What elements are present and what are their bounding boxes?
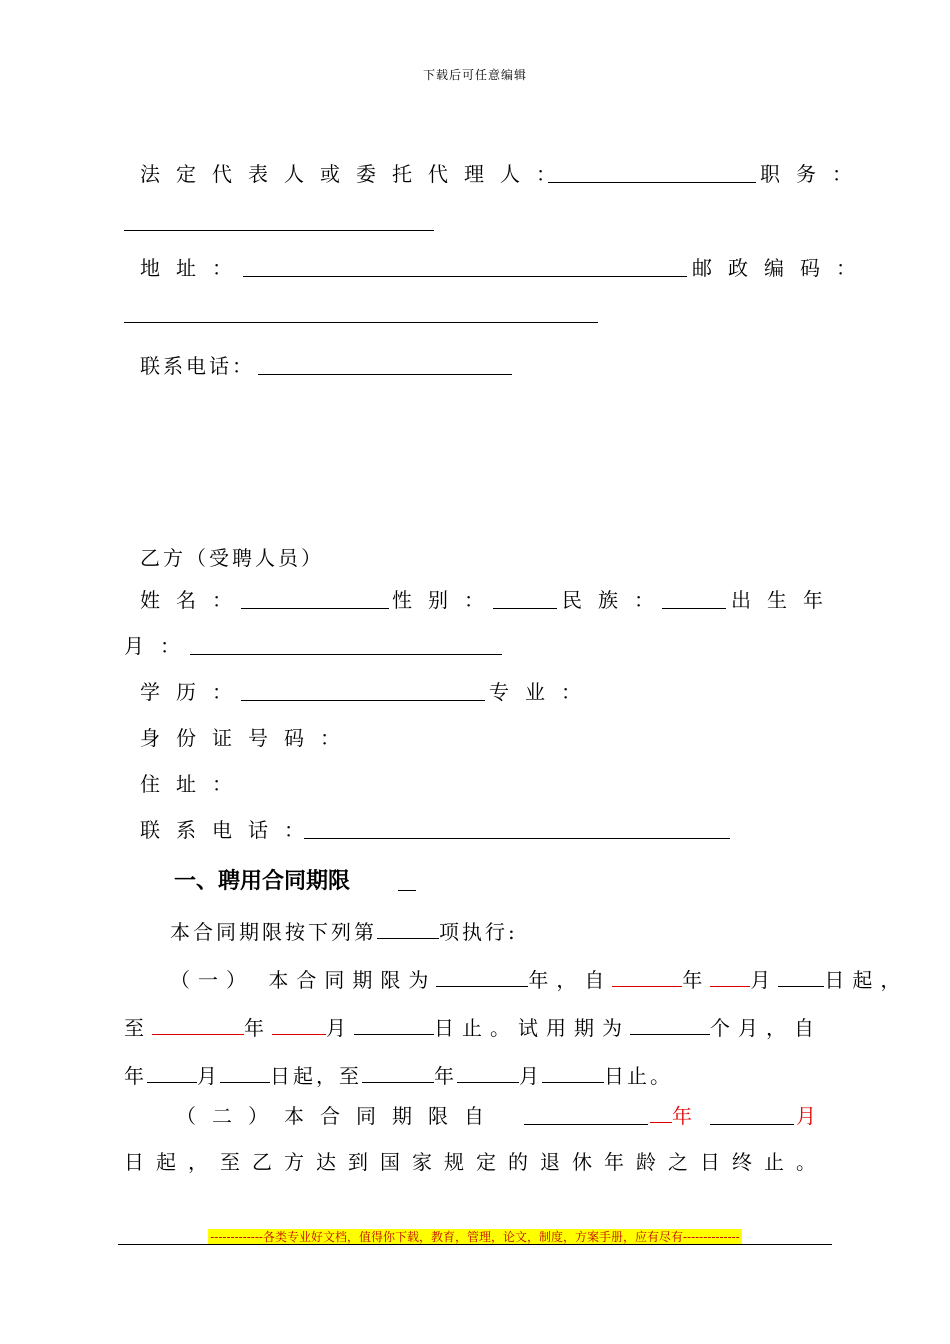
gender-label: 性别：	[392, 588, 500, 612]
opt1-nian3: 年	[244, 1016, 272, 1040]
rep-field[interactable]	[548, 160, 756, 183]
name-field[interactable]	[241, 586, 389, 609]
option1-line3	[124, 1062, 673, 1090]
opt1-yue4: 月	[519, 1064, 542, 1088]
probation-end-year-field[interactable]	[362, 1062, 434, 1083]
phone-field-a[interactable]	[258, 352, 512, 375]
party-b-title: 乙方（受聘人员）	[140, 546, 324, 570]
section-heading: 一、聘用合同期限	[174, 869, 351, 894]
ethnicity-label: 民族：	[562, 588, 670, 612]
birth-field[interactable]	[190, 632, 502, 655]
opt1-ri-zhi-shiyong: 日止。试用期为	[434, 1016, 630, 1040]
opt2-text-a: （二）本合同期限自	[176, 1104, 500, 1128]
option2-line1	[176, 1102, 500, 1130]
option2-line2: 日起，至乙方达到国家规定的退休年龄之日终止。	[124, 1150, 828, 1174]
opt2-year-blank[interactable]	[650, 1102, 672, 1123]
postal-label: 邮政编码：	[692, 256, 872, 280]
opt1-nian4: 年	[124, 1064, 147, 1088]
opt2-start-field[interactable]	[524, 1102, 648, 1125]
opt1-text-a: （一） 本合同期限为	[170, 968, 437, 992]
opt1-ri-zhi: 日止。	[604, 1064, 673, 1088]
opt1-ri-qi: 日起，	[824, 968, 909, 992]
postal-field[interactable]	[124, 300, 598, 323]
address-label: 地址：	[140, 256, 248, 280]
heading-blank	[398, 868, 416, 891]
intro-line	[170, 918, 518, 946]
opt2-nian-text: 年	[672, 1104, 692, 1128]
probation-months-field[interactable]	[630, 1014, 710, 1035]
education-label: 学历：	[140, 680, 248, 704]
address-field[interactable]	[243, 254, 687, 277]
opt1-nian: 年，自	[528, 968, 613, 992]
probation-end-month-field[interactable]	[457, 1062, 519, 1083]
phone-label-a: 联系电话：	[140, 354, 255, 378]
opt2-yue: 月	[796, 1104, 816, 1128]
opt1-ge-yue-zi: 个月，自	[710, 1016, 822, 1040]
probation-start-day-field[interactable]	[220, 1062, 270, 1083]
education-field[interactable]	[241, 678, 485, 701]
opt1-yue: 月	[750, 968, 779, 992]
rep-line	[140, 160, 572, 188]
term-years-field[interactable]	[436, 966, 528, 987]
birth-label-b: 月：	[124, 634, 196, 658]
item-number-field[interactable]	[377, 918, 439, 939]
intro-text-a: 本合同期限按下列第	[170, 920, 377, 944]
phone-label-b: 联系电话：	[140, 818, 320, 842]
start-month-field[interactable]	[710, 966, 750, 987]
footer-banner: -------------各类专业好文档，值得你下载，教育，管理，论文，制度，方案手册，应有尽有--------------	[210, 1230, 740, 1244]
phone-field-b[interactable]	[304, 816, 730, 839]
end-year-field[interactable]	[152, 1014, 244, 1035]
end-day-field[interactable]	[354, 1014, 434, 1035]
name-label: 姓名：	[140, 588, 248, 612]
opt1-ri-qi-zhi: 日起，至	[270, 1064, 362, 1088]
footer	[0, 1226, 950, 1245]
start-year-field[interactable]	[612, 966, 682, 987]
opt2-nian	[650, 1102, 692, 1130]
rep-label: 法定代表人或委托代理人：	[140, 162, 572, 186]
option1-line1	[170, 966, 908, 994]
start-day-field[interactable]	[778, 966, 824, 987]
position-label: 职务：	[760, 162, 868, 186]
end-month-field[interactable]	[272, 1014, 326, 1035]
opt1-nian2: 年	[682, 968, 711, 992]
opt1-yue2: 月	[326, 1016, 354, 1040]
opt1-nian5: 年	[434, 1064, 457, 1088]
footer-rule	[118, 1244, 832, 1245]
opt2-month-field[interactable]	[710, 1102, 794, 1125]
id-label: 身份证号码：	[140, 726, 356, 750]
opt1-yue3: 月	[197, 1064, 220, 1088]
position-field[interactable]	[124, 208, 434, 231]
major-label: 专业：	[489, 680, 597, 704]
birth-label-a: 出生年	[731, 588, 839, 612]
probation-end-day-field[interactable]	[542, 1062, 604, 1083]
opt1-zhi: 至	[124, 1016, 152, 1040]
intro-text-b: 项执行:	[439, 920, 518, 944]
residence-label: 住址：	[140, 772, 248, 796]
probation-start-month-field[interactable]	[147, 1062, 197, 1083]
ethnicity-field[interactable]	[662, 586, 726, 609]
gender-field[interactable]	[493, 586, 557, 609]
option1-line2	[124, 1014, 822, 1042]
page-header: 下载后可任意编辑	[422, 68, 527, 82]
